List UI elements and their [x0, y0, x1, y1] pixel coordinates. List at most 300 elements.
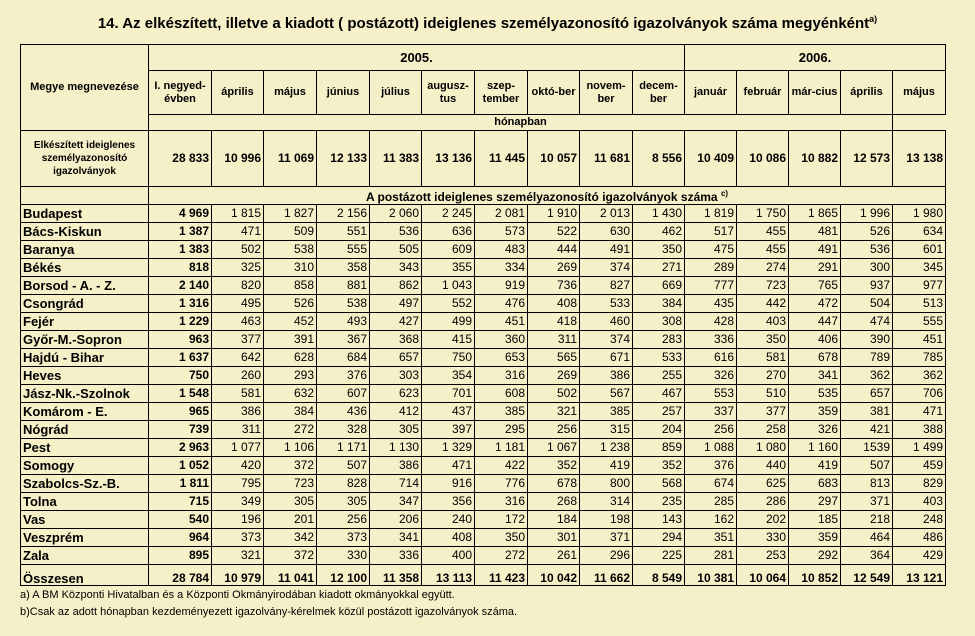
footnote-a: a) A BM Központi Hivatalban és a Központi Okmányirodában kiadott okmányokkal együtt.: [20, 589, 455, 601]
table-cell: 1 067: [528, 439, 580, 457]
table-cell: 314: [580, 493, 633, 511]
table-cell: 567: [580, 385, 633, 403]
prepared-value: 13 138: [893, 131, 946, 187]
table-cell: 455: [737, 241, 789, 259]
table-cell: 776: [475, 475, 528, 493]
county-name: Somogy: [21, 457, 149, 475]
table-cell: 437: [422, 403, 475, 421]
table-cell: 828: [317, 475, 370, 493]
table-cell: 225: [633, 547, 685, 565]
table-cell: 1 815: [212, 205, 264, 223]
table-cell: 305: [370, 421, 422, 439]
prepared-value: 10 086: [737, 131, 789, 187]
table-cell: 374: [580, 331, 633, 349]
table-cell: 965: [149, 403, 212, 421]
prepared-value: 10 882: [789, 131, 841, 187]
table-cell: 350: [737, 331, 789, 349]
table-cell: 723: [264, 475, 317, 493]
table-cell: 513: [893, 295, 946, 313]
table-cell: 364: [841, 547, 893, 565]
table-cell: 795: [212, 475, 264, 493]
table-cell: 455: [737, 223, 789, 241]
table-cell: 678: [789, 349, 841, 367]
table-cell: 296: [580, 547, 633, 565]
table-cell: 341: [370, 529, 422, 547]
month-header: októ-ber: [528, 71, 580, 115]
total-cell: 13 121: [893, 565, 946, 586]
table-cell: 256: [317, 511, 370, 529]
table-cell: 963: [149, 331, 212, 349]
table-cell: 427: [370, 313, 422, 331]
table-cell: 373: [317, 529, 370, 547]
table-cell: 419: [789, 457, 841, 475]
table-cell: 510: [737, 385, 789, 403]
table-cell: 608: [475, 385, 528, 403]
table-cell: 536: [370, 223, 422, 241]
table-cell: 491: [789, 241, 841, 259]
table-cell: 330: [317, 547, 370, 565]
table-cell: 444: [528, 241, 580, 259]
table-cell: 256: [528, 421, 580, 439]
table-cell: 371: [580, 529, 633, 547]
table-cell: 674: [685, 475, 737, 493]
table-cell: 283: [633, 331, 685, 349]
table-cell: 406: [789, 331, 841, 349]
table-cell: 678: [528, 475, 580, 493]
table-row: [21, 313, 946, 331]
table-cell: 308: [633, 313, 685, 331]
table-cell: 800: [580, 475, 633, 493]
table-cell: 442: [737, 295, 789, 313]
table-cell: 372: [264, 547, 317, 565]
table-cell: 642: [212, 349, 264, 367]
table-cell: 360: [475, 331, 528, 349]
table-cell: 657: [370, 349, 422, 367]
table-cell: 325: [212, 259, 264, 277]
total-cell: 10 042: [528, 565, 580, 586]
table-row: [21, 421, 946, 439]
table-cell: 1 387: [149, 223, 212, 241]
county-name: Baranya: [21, 241, 149, 259]
table-cell: 429: [893, 547, 946, 565]
table-cell: 300: [841, 259, 893, 277]
table-cell: 336: [685, 331, 737, 349]
table-cell: 1 430: [633, 205, 685, 223]
prepared-value: 28 833: [149, 131, 212, 187]
table-cell: 420: [212, 457, 264, 475]
table-cell: 625: [737, 475, 789, 493]
table-cell: 326: [685, 367, 737, 385]
table-cell: 311: [528, 331, 580, 349]
county-name: Nógrád: [21, 421, 149, 439]
table-cell: 601: [893, 241, 946, 259]
table-cell: 198: [580, 511, 633, 529]
table-cell: 185: [789, 511, 841, 529]
prepared-value: 13 136: [422, 131, 475, 187]
table-cell: 551: [317, 223, 370, 241]
table-cell: 362: [841, 367, 893, 385]
county-name: Zala: [21, 547, 149, 565]
table-cell: 272: [475, 547, 528, 565]
table-cell: 272: [264, 421, 317, 439]
table-cell: 385: [475, 403, 528, 421]
table-cell: 359: [789, 529, 841, 547]
table-cell: 285: [685, 493, 737, 511]
table-cell: 2 245: [422, 205, 475, 223]
table-cell: 526: [264, 295, 317, 313]
prepared-value: 11 681: [580, 131, 633, 187]
total-cell: 11 662: [580, 565, 633, 586]
table-cell: 507: [841, 457, 893, 475]
table-cell: 533: [580, 295, 633, 313]
table-cell: 355: [422, 259, 475, 277]
year-2006: 2006.: [685, 45, 946, 71]
table-cell: 1 750: [737, 205, 789, 223]
table-cell: 736: [528, 277, 580, 295]
table-cell: 669: [633, 277, 685, 295]
table-cell: 377: [737, 403, 789, 421]
total-cell: 10 381: [685, 565, 737, 586]
table-cell: 351: [685, 529, 737, 547]
table-cell: 206: [370, 511, 422, 529]
table-cell: 390: [841, 331, 893, 349]
table-cell: 349: [212, 493, 264, 511]
table-cell: 653: [475, 349, 528, 367]
table-cell: 977: [893, 277, 946, 295]
table-row: [21, 331, 946, 349]
table-cell: 371: [841, 493, 893, 511]
table-cell: 415: [422, 331, 475, 349]
footnote-b: b)Csak az adott hónapban kezdeményezett igazolvány-kérelmek közül postázott igazolványok száma.: [20, 606, 518, 618]
table-cell: 403: [893, 493, 946, 511]
prepared-value: 11 445: [475, 131, 528, 187]
table-cell: 436: [317, 403, 370, 421]
table-cell: 750: [149, 367, 212, 385]
table-cell: 297: [789, 493, 841, 511]
table-cell: 1 811: [149, 475, 212, 493]
table-cell: 765: [789, 277, 841, 295]
table-cell: 143: [633, 511, 685, 529]
table-row: [21, 367, 946, 385]
table-row: [21, 259, 946, 277]
table-cell: 328: [317, 421, 370, 439]
month-header: decem-ber: [633, 71, 685, 115]
table-cell: 1 819: [685, 205, 737, 223]
table-cell: 342: [264, 529, 317, 547]
prepared-value: 11 383: [370, 131, 422, 187]
prepared-value: 10 409: [685, 131, 737, 187]
table-cell: 2 081: [475, 205, 528, 223]
table-cell: 462: [633, 223, 685, 241]
table-cell: 820: [212, 277, 264, 295]
table-cell: 373: [212, 529, 264, 547]
county-name: Pest: [21, 439, 149, 457]
table-cell: 316: [475, 367, 528, 385]
table-cell: 376: [685, 457, 737, 475]
table-cell: 829: [893, 475, 946, 493]
prepared-value: 11 069: [264, 131, 317, 187]
table-cell: 739: [149, 421, 212, 439]
table-row: [21, 385, 946, 403]
table-cell: 362: [893, 367, 946, 385]
county-name: Békés: [21, 259, 149, 277]
table-cell: 359: [789, 403, 841, 421]
table-cell: 504: [841, 295, 893, 313]
table-cell: 321: [212, 547, 264, 565]
table-cell: 2 013: [580, 205, 633, 223]
table-row: [21, 241, 946, 259]
county-name: Hajdú - Bihar: [21, 349, 149, 367]
month-header: április: [212, 71, 264, 115]
table-cell: 337: [685, 403, 737, 421]
table-cell: 440: [737, 457, 789, 475]
table-cell: 1 080: [737, 439, 789, 457]
table-cell: 321: [528, 403, 580, 421]
table-cell: 553: [685, 385, 737, 403]
table-cell: 750: [422, 349, 475, 367]
table-cell: 460: [580, 313, 633, 331]
table-cell: 269: [528, 367, 580, 385]
table-cell: 341: [789, 367, 841, 385]
month-header: már-cius: [789, 71, 841, 115]
table-cell: 281: [685, 547, 737, 565]
table-cell: 463: [212, 313, 264, 331]
table-cell: 1 077: [212, 439, 264, 457]
table-cell: 723: [737, 277, 789, 295]
total-cell: 28 784: [149, 565, 212, 586]
month-header: január: [685, 71, 737, 115]
total-label: Összesen: [21, 565, 149, 586]
table-cell: 1 171: [317, 439, 370, 457]
table-cell: 919: [475, 277, 528, 295]
table-cell: 538: [317, 295, 370, 313]
table-cell: 467: [633, 385, 685, 403]
table-cell: 352: [528, 457, 580, 475]
table-cell: 535: [789, 385, 841, 403]
month-header: április: [841, 71, 893, 115]
table-cell: 483: [475, 241, 528, 259]
table-cell: 937: [841, 277, 893, 295]
total-cell: 11 358: [370, 565, 422, 586]
table-cell: 419: [580, 457, 633, 475]
table-cell: 706: [893, 385, 946, 403]
table-cell: 311: [212, 421, 264, 439]
table-cell: 475: [685, 241, 737, 259]
table-cell: 386: [370, 457, 422, 475]
table-cell: 499: [422, 313, 475, 331]
table-cell: 201: [264, 511, 317, 529]
table-cell: 657: [841, 385, 893, 403]
table-cell: 2 060: [370, 205, 422, 223]
table-cell: 1 637: [149, 349, 212, 367]
table-cell: 630: [580, 223, 633, 241]
table-cell: 305: [317, 493, 370, 511]
total-cell: 10 852: [789, 565, 841, 586]
table-cell: 368: [370, 331, 422, 349]
table-cell: 540: [149, 511, 212, 529]
table-cell: 418: [528, 313, 580, 331]
table-cell: 565: [528, 349, 580, 367]
table-cell: 1 181: [475, 439, 528, 457]
month-header: szep-tember: [475, 71, 528, 115]
table-cell: 507: [317, 457, 370, 475]
table-cell: 858: [264, 277, 317, 295]
table-cell: 502: [212, 241, 264, 259]
table-cell: 270: [737, 367, 789, 385]
month-header: február: [737, 71, 789, 115]
table-cell: 495: [212, 295, 264, 313]
county-name: Budapest: [21, 205, 149, 223]
posted-label: A postázott ideiglenes személyazonosító igazolványok száma $^{c)}$: [149, 187, 946, 205]
table-cell: 1 996: [841, 205, 893, 223]
table-cell: 408: [528, 295, 580, 313]
table-cell: 715: [149, 493, 212, 511]
table-cell: 289: [685, 259, 737, 277]
county-name: Borsod - A. - Z.: [21, 277, 149, 295]
table-cell: 376: [317, 367, 370, 385]
county-name: Veszprém: [21, 529, 149, 547]
table-cell: 636: [422, 223, 475, 241]
table-cell: 397: [422, 421, 475, 439]
table-cell: 381: [841, 403, 893, 421]
table-cell: 310: [264, 259, 317, 277]
table-cell: 253: [737, 547, 789, 565]
table-row: [21, 295, 946, 313]
table-cell: 573: [475, 223, 528, 241]
table-cell: 326: [789, 421, 841, 439]
table-cell: 260: [212, 367, 264, 385]
table-cell: 536: [841, 241, 893, 259]
table-row: [21, 439, 946, 457]
month-header: július: [370, 71, 422, 115]
table-row: [21, 493, 946, 511]
table-cell: 1 316: [149, 295, 212, 313]
county-header: Megye megnevezése: [21, 45, 149, 131]
prepared-value: 8 556: [633, 131, 685, 187]
table-cell: 248: [893, 511, 946, 529]
table-cell: 1 865: [789, 205, 841, 223]
table-cell: 422: [475, 457, 528, 475]
total-cell: 10 979: [212, 565, 264, 586]
table-cell: 258: [737, 421, 789, 439]
county-name: Komárom - E.: [21, 403, 149, 421]
table-cell: 388: [893, 421, 946, 439]
table-row: [21, 277, 946, 295]
table-cell: 235: [633, 493, 685, 511]
table-cell: 451: [475, 313, 528, 331]
table-row: [21, 349, 946, 367]
table-cell: 334: [475, 259, 528, 277]
table-cell: 497: [370, 295, 422, 313]
table-cell: 785: [893, 349, 946, 367]
table-cell: 555: [893, 313, 946, 331]
county-name: Győr-M.-Sopron: [21, 331, 149, 349]
prepared-value: 12 133: [317, 131, 370, 187]
total-cell: 13 113: [422, 565, 475, 586]
table-row: [21, 475, 946, 493]
table-cell: 350: [633, 241, 685, 259]
table-cell: 471: [422, 457, 475, 475]
county-name: Tolna: [21, 493, 149, 511]
table-cell: 505: [370, 241, 422, 259]
total-row: [21, 565, 946, 586]
table-cell: 581: [737, 349, 789, 367]
table-cell: 522: [528, 223, 580, 241]
table-cell: 293: [264, 367, 317, 385]
table-cell: 162: [685, 511, 737, 529]
table-cell: 471: [212, 223, 264, 241]
table-cell: 568: [633, 475, 685, 493]
table-cell: 386: [580, 367, 633, 385]
table-cell: 623: [370, 385, 422, 403]
table-cell: 486: [893, 529, 946, 547]
table-cell: 347: [370, 493, 422, 511]
table-cell: 336: [370, 547, 422, 565]
table-cell: 343: [370, 259, 422, 277]
table-cell: 428: [685, 313, 737, 331]
table-cell: 271: [633, 259, 685, 277]
table-cell: 671: [580, 349, 633, 367]
table-cell: 451: [893, 331, 946, 349]
county-name: Csongrád: [21, 295, 149, 313]
table-row: [21, 457, 946, 475]
table-cell: 474: [841, 313, 893, 331]
month-header: május: [264, 71, 317, 115]
table-cell: 701: [422, 385, 475, 403]
table-cell: 261: [528, 547, 580, 565]
table-cell: 292: [789, 547, 841, 565]
table-cell: 384: [264, 403, 317, 421]
table-cell: 1539: [841, 439, 893, 457]
total-cell: 8 549: [633, 565, 685, 586]
table-row: [21, 511, 946, 529]
table-cell: 777: [685, 277, 737, 295]
county-name: Heves: [21, 367, 149, 385]
table-cell: 552: [422, 295, 475, 313]
table-cell: 374: [580, 259, 633, 277]
table-cell: 218: [841, 511, 893, 529]
table-row: [21, 223, 946, 241]
table-cell: 2 140: [149, 277, 212, 295]
table-cell: 616: [685, 349, 737, 367]
total-cell: 11 423: [475, 565, 528, 586]
table-cell: 286: [737, 493, 789, 511]
table-cell: 1 548: [149, 385, 212, 403]
table-cell: 1 238: [580, 439, 633, 457]
table-cell: 916: [422, 475, 475, 493]
table-cell: 452: [264, 313, 317, 331]
table-cell: 859: [633, 439, 685, 457]
table-row: [21, 205, 946, 223]
table-cell: 538: [264, 241, 317, 259]
table-cell: 204: [633, 421, 685, 439]
table-cell: 435: [685, 295, 737, 313]
county-name: Fejér: [21, 313, 149, 331]
month-header: augusz-tus: [422, 71, 475, 115]
table-cell: 291: [789, 259, 841, 277]
table-cell: 1 043: [422, 277, 475, 295]
table-cell: 895: [149, 547, 212, 565]
table-cell: 1 088: [685, 439, 737, 457]
table-cell: 509: [264, 223, 317, 241]
table-cell: 862: [370, 277, 422, 295]
table-cell: 1 052: [149, 457, 212, 475]
total-cell: 12 549: [841, 565, 893, 586]
table-cell: 502: [528, 385, 580, 403]
table-cell: 202: [737, 511, 789, 529]
table-cell: 294: [633, 529, 685, 547]
prepared-value: 10 057: [528, 131, 580, 187]
